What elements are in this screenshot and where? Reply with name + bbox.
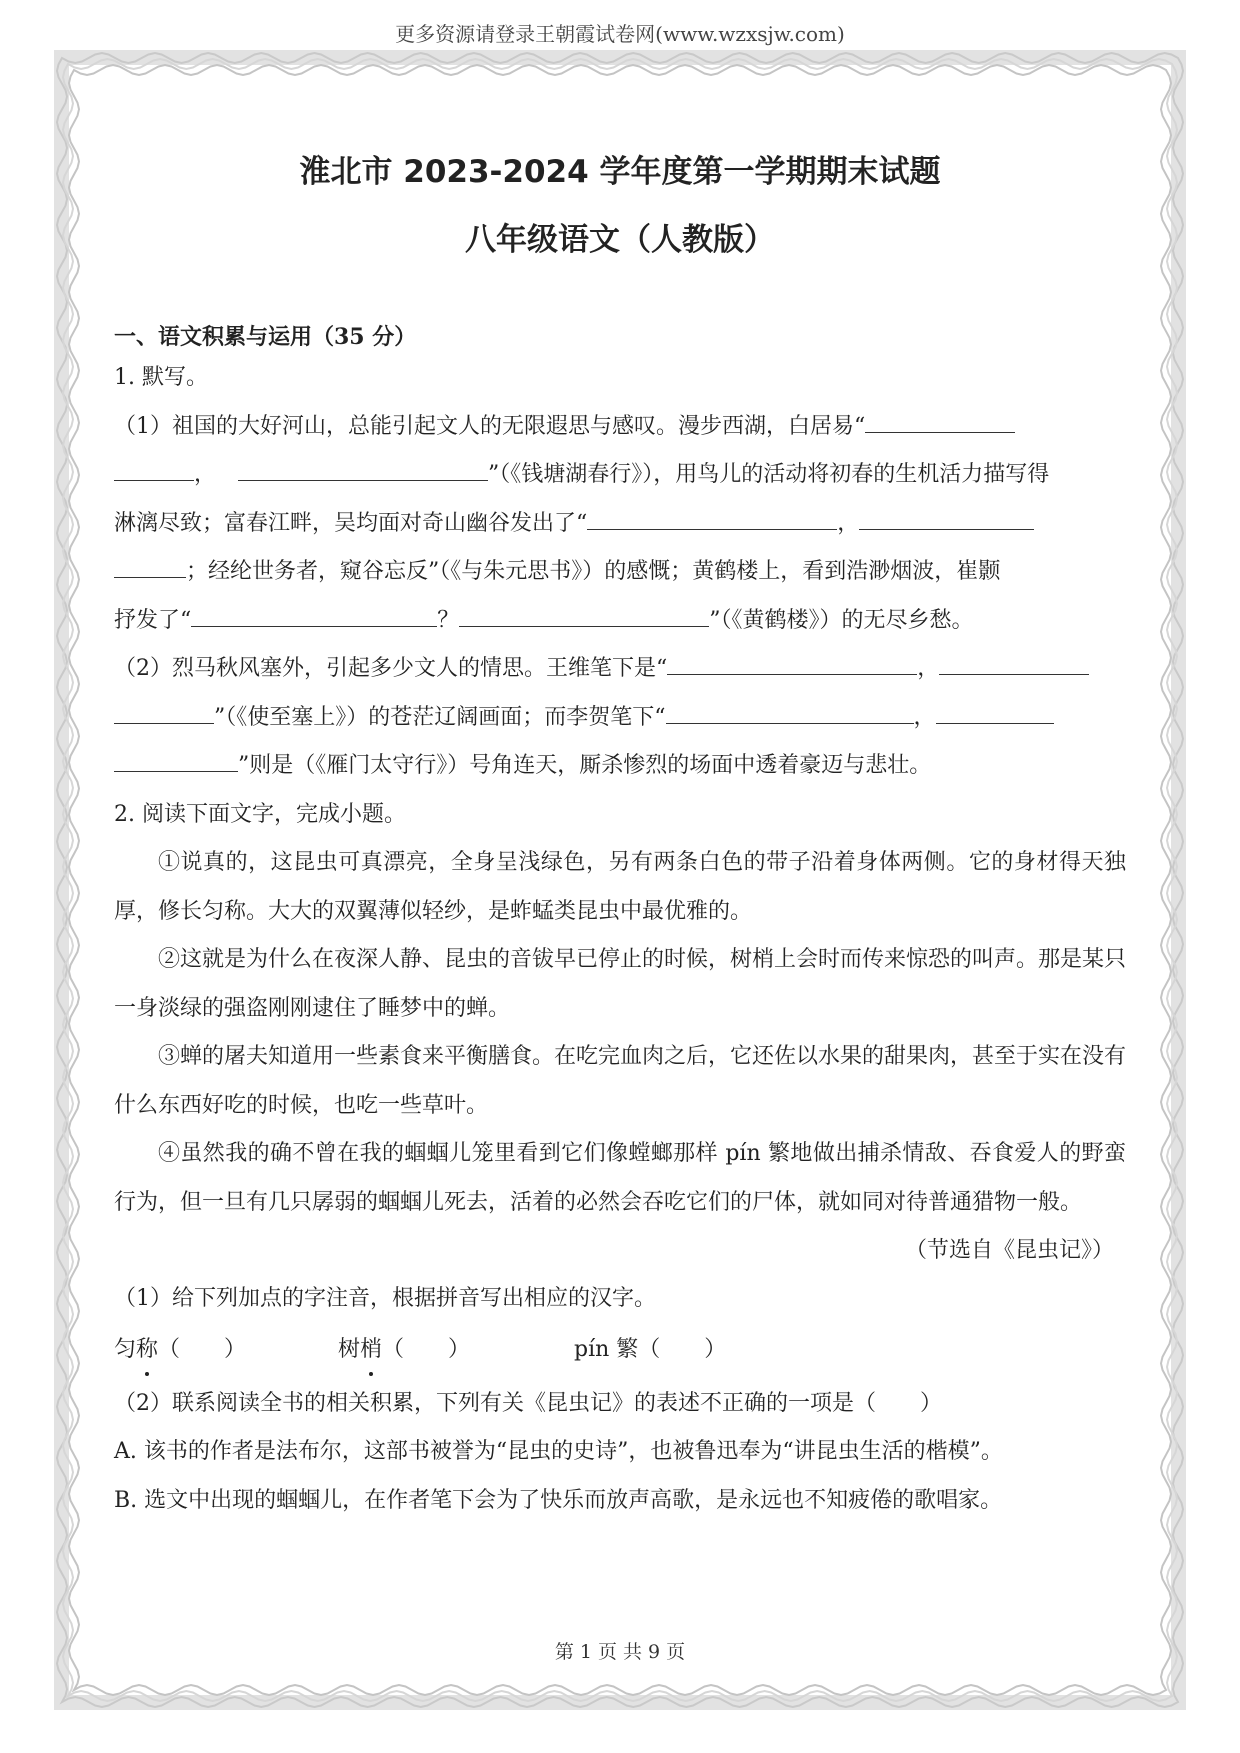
- answer-blank[interactable]: [667, 650, 917, 675]
- exam-title: 淮北市 2023-2024 学年度第一学期期末试题: [299, 154, 941, 190]
- option-b[interactable]: B. 选文中出现的蝈蝈儿，在作者笔下会为了快乐而放声高歌，是永远也不知疲倦的歌唱家。: [114, 1487, 1003, 1513]
- page-number: 第 1 页 共 9 页: [554, 1641, 686, 1663]
- answer-blank[interactable]: [114, 456, 194, 481]
- passage-paragraph-2: ②这就是为什么在夜深人静、昆虫的音钹早已停止的时候，树梢上会时而传来惊恐的叫声。那是某只一身淡绿的强盗刚刚逮住了睡梦中的蝉。: [114, 947, 1127, 1021]
- answer-blank[interactable]: [939, 650, 1089, 675]
- answer-blank[interactable]: [459, 602, 709, 627]
- answer-blank[interactable]: [238, 456, 488, 481]
- question-1-part-2: （2）烈马秋风塞外，引起多少文人的情思。王维笔下是“ ， ”（《使至塞上》）的苍茫辽阔画面；而李贺笔下“ ， ”则是（《雁门太守行》）号角连天，厮杀惨烈的场面中透着豪迈与悲壮。: [114, 645, 1126, 791]
- answer-paren[interactable]: （ ）: [382, 1336, 471, 1362]
- question-2-label: 2. 阅读下面文字，完成小题。: [114, 801, 406, 827]
- answer-blank[interactable]: [865, 408, 1015, 433]
- answer-paren[interactable]: （ ）: [158, 1336, 247, 1362]
- answer-blank[interactable]: [666, 699, 914, 724]
- answer-blank[interactable]: [191, 602, 437, 627]
- target-char: 繁: [616, 1336, 639, 1362]
- word-item: 树梢（ ）: [338, 1330, 574, 1370]
- page-content: [114, 150, 1126, 1525]
- pinyin-row: [114, 1330, 1126, 1370]
- answer-blank[interactable]: [587, 505, 837, 530]
- word-item: pín 繁（ ）: [574, 1336, 727, 1362]
- exam-subtitle: 八年级语文（人教版）: [465, 222, 775, 258]
- answer-blank[interactable]: [859, 505, 1034, 530]
- option-a[interactable]: A. 该书的作者是法布尔，这部书被誉为“昆虫的史诗”，也被鲁迅奉为“讲昆虫生活的楷模”。: [114, 1439, 1003, 1464]
- word-item: 匀称（ ）: [114, 1330, 338, 1370]
- answer-blank[interactable]: [114, 553, 186, 578]
- dotted-char: 梢: [360, 1330, 382, 1370]
- section-heading: 一、语文积累与运用（35 分）: [114, 324, 417, 350]
- passage-paragraph-3: ③蝉的屠夫知道用一些素食来平衡膳食。在吃完血肉之后，它还佐以水果的甜果肉，甚至于实在没有什么东西好吃的时候，也吃一些草叶。: [114, 1044, 1127, 1118]
- passage-paragraph-1: ①说真的，这昆虫可真漂亮，全身呈浅绿色，另有两条白色的带子沿着身体两侧。它的身材得天独厚，修长匀称。大大的双翼薄似轻纱，是蚱蜢类昆虫中最优雅的。: [114, 850, 1126, 924]
- answer-blank[interactable]: [114, 747, 238, 772]
- subquestion-2: （2）联系阅读全书的相关积累，下列有关《昆虫记》的表述不正确的一项是（ ）: [114, 1390, 942, 1416]
- dotted-char: 称: [136, 1330, 158, 1370]
- question-1-part-1: （1）祖国的大好河山，总能引起文人的无限遐思与感叹。漫步西湖，白居易“ ， ”（《钱塘湖春行》），用鸟儿的活动将初春的生机活力描写得 淋漓尽致；富春江畔，吴均面对奇山幽谷发出了“ ， ；经纶世务者，窥谷忘反”（《与朱元思书》）的感慨；黄鹤楼上，看到浩渺烟波，崔颢 抒发了“ ？ ”（《黄鹤楼》）的无尽乡愁。: [114, 403, 1126, 646]
- header-note: 更多资源请登录王朝霞试卷网(www.wzxsjw.com): [395, 22, 845, 46]
- passage-source: （节选自《昆虫记》）: [904, 1238, 1114, 1263]
- passage-paragraph-4: ④虽然我的确不曾在我的蝈蝈儿笼里看到它们像螳螂那样 pín 繁地做出捕杀情敌、吞食爱人的野蛮行为，但一旦有几只孱弱的蝈蝈儿死去，活着的必然会吞吃它们的尸体，就如同对待普通猎物一般。: [114, 1141, 1126, 1215]
- subquestion-1: （1）给下列加点的字注音，根据拼音写出相应的汉字。: [114, 1286, 656, 1311]
- answer-blank[interactable]: [936, 699, 1054, 724]
- question-1-label: 1. 默写。: [114, 365, 208, 390]
- answer-paren[interactable]: （ ）: [638, 1336, 727, 1362]
- answer-blank[interactable]: [114, 699, 214, 724]
